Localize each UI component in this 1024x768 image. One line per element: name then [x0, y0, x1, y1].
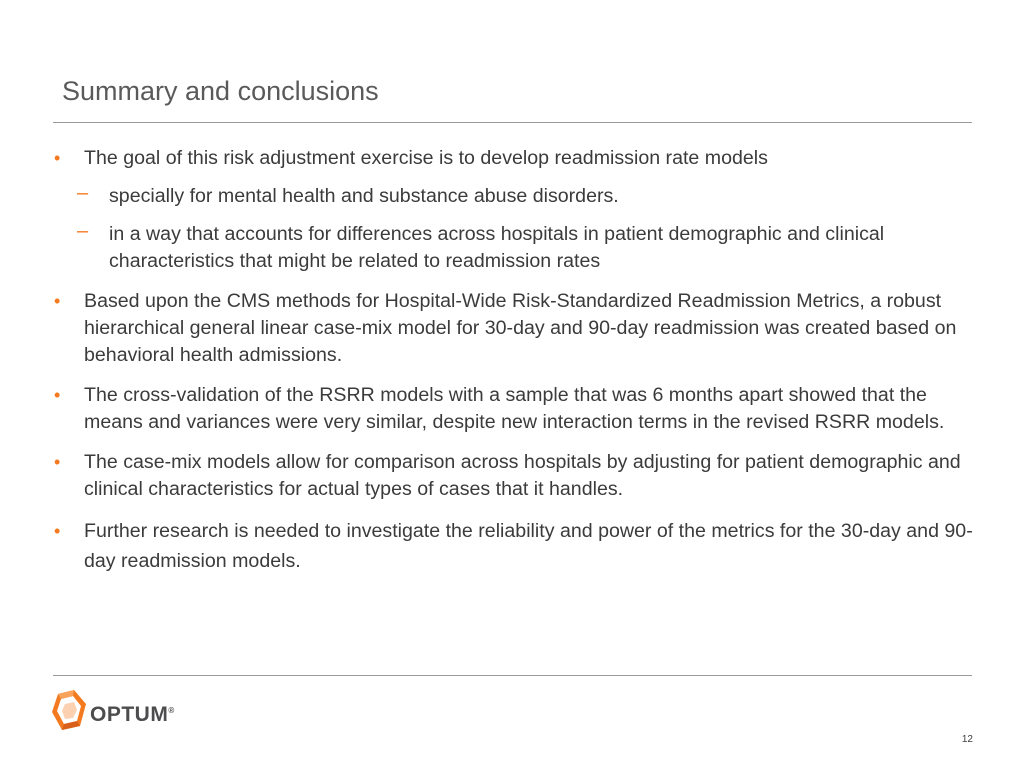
bullet-item	[44, 145, 974, 172]
bullet-item	[44, 516, 974, 576]
dash-icon: –	[77, 182, 89, 204]
bullet-text: The goal of this risk adjustment exercise is to develop readmission rate models	[84, 147, 768, 169]
optum-logo-mark-icon	[52, 690, 88, 730]
dash-icon: –	[77, 220, 89, 242]
slide-title: Summary and conclusions	[62, 76, 379, 106]
bullet-dot-icon: •	[54, 385, 61, 405]
bullet-text: The cross-validation of the RSRR models with a sample that was 6 months apart showed that the means and variances were very similar, despite new interaction terms in the revised RSRR models.	[84, 384, 945, 433]
bullet-dot-icon: •	[54, 521, 61, 541]
bullet-list	[44, 145, 974, 576]
bullet-text: The case-mix models allow for comparison across hospitals by adjusting for patient demographic and clinical characteristics for actual types of cases that it handles.	[84, 451, 961, 500]
sub-bullet-text: specially for mental health and substance abuse disorders.	[109, 185, 619, 207]
optum-logo	[52, 690, 175, 730]
bullet-dot-icon: •	[54, 452, 61, 472]
sub-bullet-item	[44, 183, 974, 210]
footer-divider	[53, 675, 972, 676]
bullet-item	[44, 288, 974, 369]
bullet-item	[44, 449, 974, 503]
bullet-item	[44, 382, 974, 436]
bullet-text: Further research is needed to investigate the reliability and power of the metrics for the 30-day and 90-day readmission models.	[84, 520, 973, 572]
optum-wordmark: OPTUM®	[90, 703, 175, 726]
title-divider	[53, 122, 972, 123]
bullet-text: Based upon the CMS methods for Hospital-Wide Risk-Standardized Readmission Metrics, a robust hierarchical general linear case-mix model for 30-day and 90-day readmission was created based on behavioral health admissions.	[84, 290, 957, 366]
bullet-dot-icon: •	[54, 148, 61, 168]
sub-bullet-text: in a way that accounts for differences across hospitals in patient demographic and clinical characteristics that might be related to readmission rates	[109, 223, 885, 272]
bullet-dot-icon: •	[54, 291, 61, 311]
page-number: 12	[961, 734, 973, 745]
sub-bullet-item	[44, 221, 974, 275]
